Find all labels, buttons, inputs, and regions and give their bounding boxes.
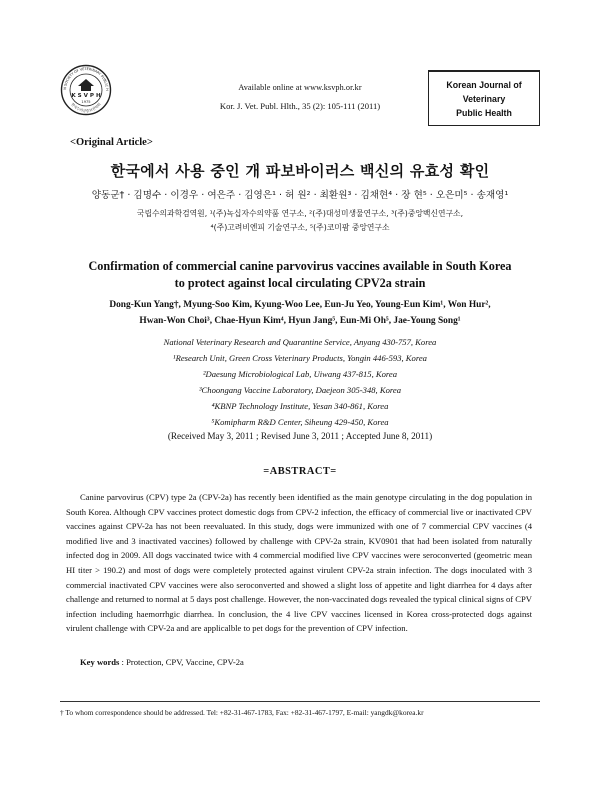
- english-affiliation-2: ²Daesung Microbiological Lab, Uiwang 437-815, Korea: [202, 369, 398, 379]
- keywords-list: : Protection, CPV, Vaccine, CPV-2a: [121, 657, 244, 667]
- abstract-heading: =ABSTRACT=: [263, 466, 337, 477]
- english-authors: [0, 297, 600, 329]
- korean-affiliation-2: ⁴(주)고려비엔피 기술연구소, ⁵(주)코미팜 중앙연구소: [210, 223, 390, 232]
- english-title-line-2: to protect against local circulating CPV2a strain: [174, 276, 426, 290]
- received-dates: (Received May 3, 2011 ; Revised June 3, 2011 ; Accepted June 8, 2011): [167, 431, 433, 441]
- english-affiliation-5: ⁵Komipharm R&D Center, Siheung 429-450, Korea: [211, 417, 389, 427]
- english-title: [0, 258, 600, 292]
- keywords: [80, 657, 244, 667]
- english-affiliation-4: ⁴KBNP Technology Institute, Yesan 340-861, Korea: [211, 401, 389, 411]
- english-affiliation-3: ³Choongang Vaccine Laboratory, Daejeon 305-348, Korea: [198, 385, 402, 395]
- available-online: Available online at www.ksvph.or.kr: [238, 83, 362, 92]
- english-affiliation-1: ¹Research Unit, Green Cross Veterinary Products, Yongin 446-593, Korea: [173, 353, 427, 363]
- english-authors-line-2: Hwan-Won Choi³, Chae-Hyun Kim⁴, Hyun Jang⁵, Eun-Mi Oh⁵, Jae-Young Song¹: [139, 316, 461, 326]
- citation: Kor. J. Vet. Publ. Hlth., 35 (2): 105-111 (2011): [219, 101, 381, 111]
- article-type: <Original Article>: [70, 137, 153, 148]
- logo-bottom-text: 한국수의공중보건학회: [70, 102, 102, 114]
- korean-title: 한국에서 사용 중인 개 파보바이러스 백신의 유효성 확인: [110, 162, 490, 180]
- logo-top-text: N SOCIETY OF VETERINARY PUBLIC H: [62, 66, 110, 91]
- journal-line-3: Public Health: [456, 108, 512, 118]
- correspondence-footnote: † To whom correspondence should be addressed. Tel: +82-31-467-1783, Fax: +82-31-467-1797, E-mail: yangdk@korea.kr: [60, 708, 424, 717]
- footnote-divider: [60, 701, 540, 702]
- abstract-text: Canine parvovirus (CPV) type 2a (CPV-2a) has recently been identified as the main genotype circulating in the dog population in South Korea. Although CPV vaccines protect domestic dogs from CPV-2 infection, the efficacy of commercial live or inactivated CPV vaccines against CPV-2a has not been reevaluated. In this study, dogs were immunized with one of 7 commercial CPV vaccines (4 modified live and 3 inactivated vaccines) followed by challenge with CPV-2a strain, KV0901 that had been isolated from naturally infected dog in 2009. All dogs vaccinated twice with 4 commercial modified live CPV vaccines were seroconverted (geometric mean HI titer > 190.2) and most of dogs were completely protected against virulent CPV-2a strain infection. The dogs inoculated with 3 commercial inactivated CPV vaccines were also seroconverted and showed a slight loss of appetite and light diarrhea for 4 days after challenge and returned to normal at 5 days post challenge. However, the non-vaccinated dogs revealed the typical clinical signs of CPV infection including haemorrhgic diarrhea. In conclusion, the 4 live CPV vaccines licensed in Korea cross-protected dogs against virulent challenge with CPV-2a and are applicalble to pet dogs for the prevention of CPV infection.: [66, 492, 532, 634]
- english-authors-line-1: Dong-Kun Yang†, Myung-Soo Kim, Kyung-Woo Lee, Eun-Ju Yeo, Young-Eun Kim¹, Won Hur²,: [109, 300, 491, 310]
- korean-affiliation-1: 국립수의과학검역원, ¹(주)녹십자수의약품 연구소, ²(주)대성미생물연구소, ³(주)중앙백신연구소,: [136, 209, 464, 218]
- english-title-line-1: Confirmation of commercial canine parvovirus vaccines available in South Korea: [88, 259, 512, 273]
- journal-line-1: Korean Journal of: [446, 80, 522, 90]
- journal-box: [428, 70, 540, 126]
- korean-authors: 양동군† · 김명수 · 이경우 · 여은주 · 김영은¹ · 허 원² · 최환원³ · 김채현⁴ · 장 현⁵ · 오은미⁵ · 송재영¹: [91, 190, 509, 201]
- logo-year: 1975: [81, 100, 91, 104]
- keywords-label: Key words: [80, 657, 120, 667]
- journal-line-2: Veterinary: [462, 94, 506, 104]
- english-affiliation-0: National Veterinary Research and Quarantine Service, Anyang 430-757, Korea: [163, 337, 437, 347]
- logo-center-text: K S V P H: [71, 93, 101, 99]
